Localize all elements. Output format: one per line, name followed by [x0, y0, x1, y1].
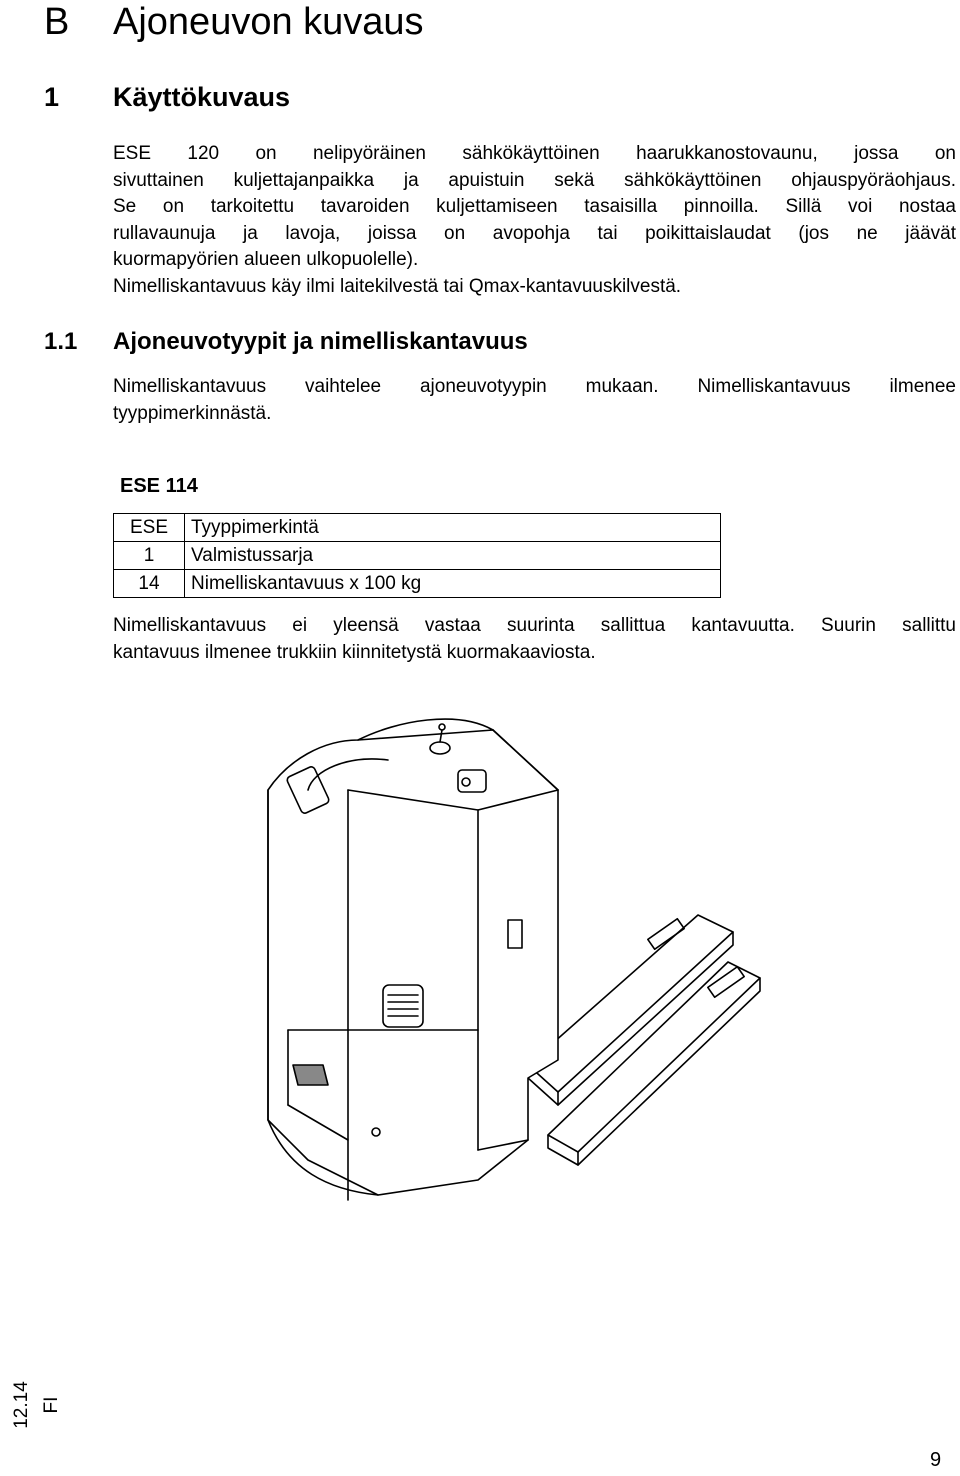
- paragraph-line: tyyppimerkinnästä.: [113, 402, 272, 424]
- table-row: [114, 570, 721, 598]
- code-cell: 1: [114, 542, 185, 570]
- paragraph-line: Nimelliskantavuus käy ilmi laitekilvestä tai Qmax-kantavuuskilvestä.: [113, 275, 682, 297]
- table-row: [114, 514, 721, 542]
- paragraph-line: kantavuus ilmenee trukkiin kiinnitetystä kuormakaaviosta.: [113, 641, 596, 663]
- paragraph-line: kuormapyörien alueen ulkopuolelle).: [113, 249, 419, 270]
- section-number: 1: [44, 82, 60, 112]
- chapter-letter: B: [44, 1, 70, 43]
- code-cell: ESE: [114, 514, 185, 542]
- section-title: Käyttökuvaus: [113, 82, 291, 112]
- description-paragraph: [113, 141, 956, 300]
- code-cell: 14: [114, 570, 185, 598]
- paragraph-line: Nimelliskantavuus vaihtelee ajoneuvotyypin mukaan. Nimelliskantavuus ilmenee: [113, 376, 956, 397]
- pallet-truck-illustration: [228, 700, 818, 1210]
- table-row: [114, 542, 721, 570]
- note-paragraph: [113, 613, 956, 666]
- paragraph-line: Se on tarkoitettu tavaroiden kuljettamiseen tasaisilla pinnoilla. Sillä voi nostaa: [113, 196, 956, 217]
- meaning-cell: Valmistussarja: [185, 542, 721, 570]
- paragraph-line: sivuttainen kuljettajanpaikka ja apuistuin sekä sähkökäyttöinen ohjauspyöräohjaus.: [113, 169, 956, 191]
- page-number: 9: [930, 1449, 942, 1471]
- meaning-cell: Nimelliskantavuus x 100 kg: [185, 570, 721, 598]
- truck-body: [268, 719, 558, 1200]
- paragraph-line: Nimelliskantavuus ei yleensä vastaa suurinta sallittua kantavuutta. Suurin sallittu: [113, 615, 956, 636]
- forks: [528, 915, 760, 1165]
- chapter-title: Ajoneuvon kuvaus: [113, 1, 424, 43]
- capacity-paragraph: [113, 374, 956, 427]
- type-code-table: [113, 513, 721, 598]
- footer-date-language: 12.14 FI: [11, 1381, 62, 1429]
- subsection-number: 1.1: [44, 328, 78, 355]
- subsection-title: Ajoneuvotyypit ja nimelliskantavuus: [113, 328, 528, 355]
- model-heading: ESE 114: [120, 475, 198, 497]
- paragraph-line: rullavaunuja ja lavoja, joissa on avopohja tai poikittaislaudat (jos ne jäävät: [113, 222, 956, 244]
- meaning-cell: Tyyppimerkintä: [185, 514, 721, 542]
- paragraph-line: ESE 120 on nelipyöräinen sähkökäyttöinen haarukkanostovaunu, jossa on: [113, 143, 956, 164]
